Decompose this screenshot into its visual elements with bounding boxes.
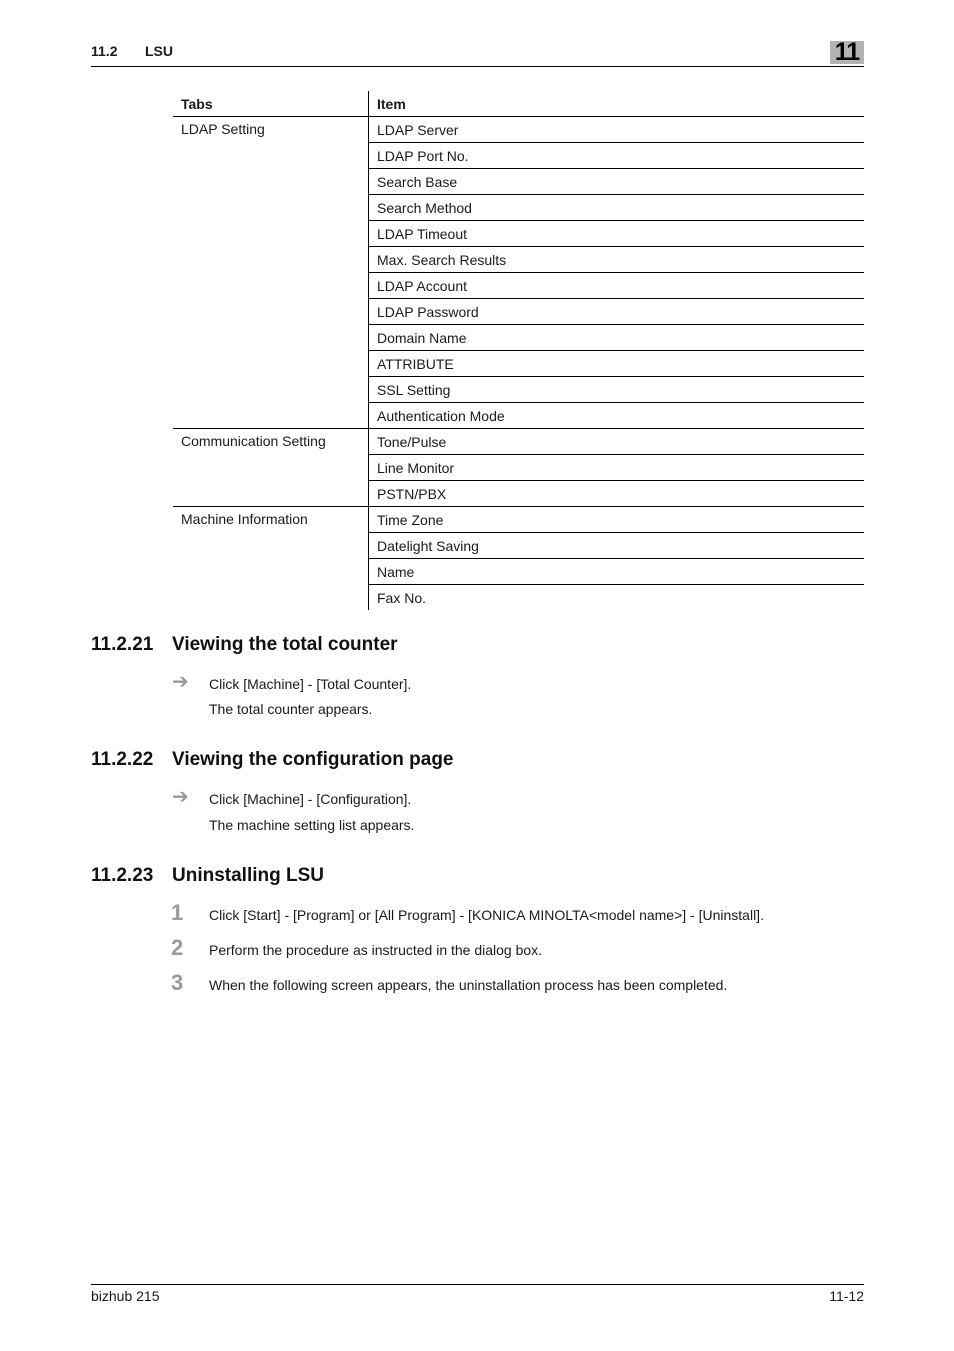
action-text: Click [Machine] - [Configuration].: [209, 791, 412, 807]
chapter-number-badge: 11: [830, 41, 864, 64]
item-cell: LDAP Account: [369, 273, 865, 299]
running-head-number: 11.2: [91, 43, 118, 59]
item-cell: LDAP Timeout: [369, 221, 865, 247]
section-number: 11.2.23: [91, 865, 154, 886]
tab-cell: LDAP Setting: [173, 117, 369, 429]
table-row: [173, 429, 864, 455]
footer-page-number: 11-12: [829, 1288, 864, 1304]
section-heading: [91, 634, 398, 656]
column-header-item: Item: [369, 91, 865, 117]
step-number: 2: [171, 935, 184, 960]
section-title: Uninstalling LSU: [172, 865, 324, 886]
item-cell: LDAP Server: [369, 117, 865, 143]
item-cell: ATTRIBUTE: [369, 351, 865, 377]
step-text: Click [Start] - [Program] or [All Program] - [KONICA MINOLTA<model name>] - [Uninstall].: [209, 907, 764, 923]
section-number: 11.2.22: [91, 749, 154, 770]
item-cell: Fax No.: [377, 589, 427, 606]
item-cell: Max. Search Results: [369, 247, 865, 273]
item-cell: Search Base: [369, 169, 865, 195]
step-number: 1: [171, 900, 184, 925]
item-cell: LDAP Password: [369, 299, 865, 325]
action-text: Click [Machine] - [Total Counter].: [209, 676, 412, 692]
step-text: When the following screen appears, the uninstallation process has been completed.: [209, 977, 728, 993]
item-cell: Line Monitor: [369, 455, 865, 481]
item-cell: PSTN/PBX: [369, 481, 865, 507]
section-title: Viewing the total counter: [172, 634, 398, 655]
table-header-row: [173, 91, 864, 117]
step-text: Perform the procedure as instructed in the dialog box.: [209, 942, 543, 958]
item-cell: Domain Name: [369, 325, 865, 351]
right-arrow-icon: ➔: [172, 786, 189, 808]
item-cell: Time Zone: [369, 507, 865, 533]
page-footer: [91, 1284, 864, 1304]
item-cell: Search Method: [369, 195, 865, 221]
table-row: [173, 507, 864, 533]
page-header: [91, 40, 864, 67]
result-text: The total counter appears.: [209, 701, 373, 717]
result-text: The machine setting list appears.: [209, 817, 415, 833]
item-cell: LDAP Port No.: [369, 143, 865, 169]
settings-table: [173, 91, 864, 610]
item-cell: Tone/Pulse: [369, 429, 865, 455]
item-cell: Authentication Mode: [369, 403, 865, 429]
section-heading: [91, 749, 454, 771]
right-arrow-icon: ➔: [172, 671, 189, 693]
section-number: 11.2.21: [91, 634, 154, 655]
item-cell: SSL Setting: [369, 377, 865, 403]
section-title: Viewing the configuration page: [172, 749, 454, 770]
running-head: [91, 43, 173, 59]
footer-product: bizhub 215: [91, 1288, 160, 1304]
section-heading: [91, 865, 324, 887]
step-number: 3: [171, 970, 184, 995]
column-header-tabs: Tabs: [173, 91, 369, 117]
tab-cell: Communication Setting: [173, 429, 369, 507]
tab-cell: Machine Information: [173, 507, 369, 611]
table-row: [173, 117, 864, 143]
running-head-title: LSU: [145, 43, 173, 59]
item-cell: Name: [369, 559, 865, 585]
item-cell: Datelight Saving: [369, 533, 865, 559]
